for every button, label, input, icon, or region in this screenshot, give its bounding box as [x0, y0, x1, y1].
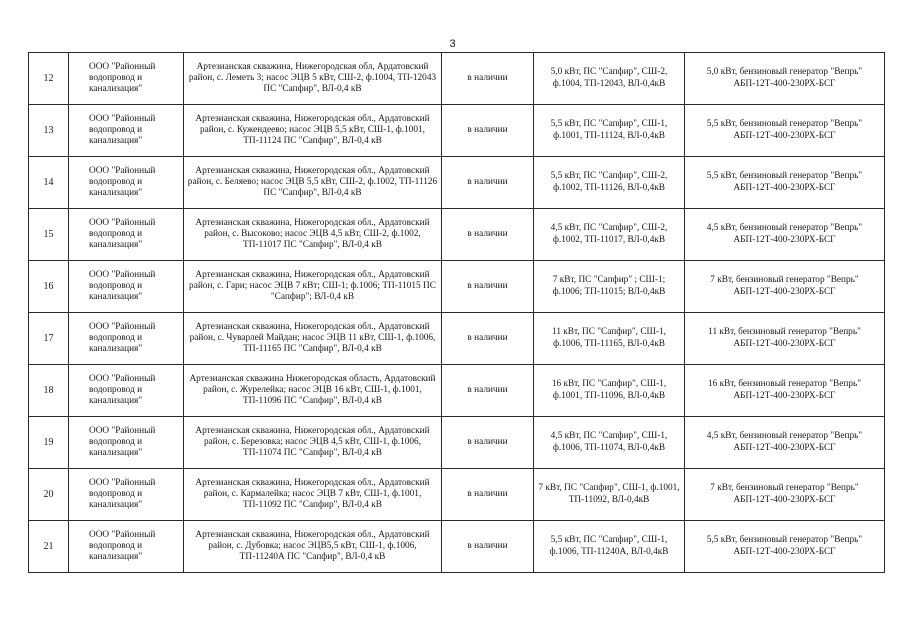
power-source-cell: 5,5 кВт, ПС "Сапфир", СШ-2, ф.1002, ТП-11126, ВЛ-0,4кВ — [534, 157, 685, 209]
power-source-cell: 5,5 кВт, ПС "Сапфир", СШ-1, ф.1006, ТП-11240А, ВЛ-0,4кВ — [534, 521, 685, 573]
row-number: 16 — [29, 261, 69, 313]
power-source-cell: 16 кВт, ПС "Сапфир", СШ-1, ф.1001, ТП-11096, ВЛ-0,4кВ — [534, 365, 685, 417]
object-description-cell: Артезианская скважина, Нижегородская обл., Ардатовский район, с. Кармалейка; насос ЭЦВ 7 кВт, СШ-1, ф.1001, ТП-11092 ПС "Сапфир", ВЛ-0,4 кВ — [184, 469, 442, 521]
table-row — [29, 365, 885, 417]
row-number: 12 — [29, 53, 69, 105]
table-row — [29, 261, 885, 313]
object-description-cell: Артезианская скважина, Нижегородская обл, Ардатовский район, с. Леметь 3; насос ЭЦВ 5 кВт, СШ-2, ф.1004, ТП-12043 ПС "Сапфир", ВЛ-0,4 кВ — [184, 53, 442, 105]
organization-cell: ООО "Районный водопровод и канализация" — [69, 521, 184, 573]
status-cell: в наличии — [442, 209, 534, 261]
generator-cell: 11 кВт, бензиновый генератор "Вепрь" АБП-12Т-400-230РХ-БСГ — [685, 313, 885, 365]
object-description-cell: Артезианская скважина, Нижегородская обл., Ардатовский район, с. Беляево; насос ЭЦВ 5,5 кВт, СШ-2, ф.1002, ТП-11126 ПС "Сапфир", ВЛ-0,4 кВ — [184, 157, 442, 209]
object-description-cell: Артезианская скважина, Нижегородская обл., Ардатовский район, с. Дубовка; насос ЭЦВ5,5 кВт, СШ-1, ф.1006, ТП-11240А ПС "Сапфир", ВЛ-0,4 кВ — [184, 521, 442, 573]
generator-cell: 4,5 кВт, бензиновый генератор "Вепрь" АБП-12Т-400-230РХ-БСГ — [685, 209, 885, 261]
organization-cell: ООО "Районный водопровод и канализация" — [69, 53, 184, 105]
table-row — [29, 105, 885, 157]
object-description-cell: Артезианская скважина, Нижегородская обл., Ардатовский район, с. Березовка; насос ЭЦВ 4,5 кВт, СШ-1, ф.1006, ТП-11074 ПС "Сапфир", ВЛ-0,4 кВ — [184, 417, 442, 469]
status-cell: в наличии — [442, 53, 534, 105]
power-source-cell: 11 кВт, ПС "Сапфир", СШ-1, ф.1006, ТП-11165, ВЛ-0,4кВ — [534, 313, 685, 365]
page-number: 3 — [449, 38, 456, 50]
status-cell: в наличии — [442, 157, 534, 209]
objects-table — [28, 52, 885, 573]
organization-cell: ООО "Районный водопровод и канализация" — [69, 261, 184, 313]
organization-cell: ООО "Районный водопровод и канализация" — [69, 469, 184, 521]
table-row — [29, 53, 885, 105]
row-number: 15 — [29, 209, 69, 261]
power-source-cell: 4,5 кВт, ПС "Сапфир", СШ-1, ф.1006, ТП-11074, ВЛ-0,4кВ — [534, 417, 685, 469]
generator-cell: 16 кВт, бензиновый генератор "Вепрь" АБП-12Т-400-230РХ-БСГ — [685, 365, 885, 417]
object-description-cell: Артезианская скважина, Нижегородская обл., Ардатовский район, с. Высоково; насос ЭЦВ 4,5 кВт, СШ-2, ф.1002, ТП-11017 ПС "Сапфир", ВЛ-0,4 кВ — [184, 209, 442, 261]
row-number: 18 — [29, 365, 69, 417]
object-description-cell: Артезианская скважина, Нижегородская обл., Ардатовский район, с. Чуварлей Майдан; насос ЭЦВ 11 кВт, СШ-1, ф.1006, ТП-11165 ПС "Сапфир", ВЛ-0,4 кВ — [184, 313, 442, 365]
power-source-cell: 7 кВт, ПС "Сапфир", СШ-1, ф.1001, ТП-11092, ВЛ-0,4кВ — [534, 469, 685, 521]
status-cell: в наличии — [442, 469, 534, 521]
table-body — [29, 53, 885, 573]
status-cell: в наличии — [442, 313, 534, 365]
object-description-cell: Артезианская скважина, Нижегородская обл., Ардатовский район, с. Гари; насос ЭЦВ 7 кВт; СШ-1; ф.1006; ТП-11015 ПС "Сапфир"; ВЛ-0,4 кВ — [184, 261, 442, 313]
status-cell: в наличии — [442, 365, 534, 417]
organization-cell: ООО "Районный водопровод и канализация" — [69, 417, 184, 469]
generator-cell: 4,5 кВт, бензиновый генератор "Вепрь" АБП-12Т-400-230РХ-БСГ — [685, 417, 885, 469]
generator-cell: 7 кВт, бензиновый генератор "Вепрь" АБП-12Т-400-230РХ-БСГ — [685, 469, 885, 521]
generator-cell: 5,5 кВт, бензиновый генератор "Вепрь" АБП-12Т-400-230РХ-БСГ — [685, 105, 885, 157]
row-number: 21 — [29, 521, 69, 573]
generator-cell: 5,5 кВт, бензиновый генератор "Вепрь" АБП-12Т-400-230РХ-БСГ — [685, 521, 885, 573]
organization-cell: ООО "Районный водопровод и канализация" — [69, 365, 184, 417]
power-source-cell: 4,5 кВт, ПС "Сапфир", СШ-2, ф.1002, ТП-11017, ВЛ-0,4кВ — [534, 209, 685, 261]
row-number: 17 — [29, 313, 69, 365]
generator-cell: 7 кВт, бензиновый генератор "Вепрь" АБП-12Т-400-230РХ-БСГ — [685, 261, 885, 313]
power-source-cell: 5,5 кВт, ПС "Сапфир", СШ-1, ф.1001, ТП-11124, ВЛ-0,4кВ — [534, 105, 685, 157]
organization-cell: ООО "Районный водопровод и канализация" — [69, 209, 184, 261]
row-number: 13 — [29, 105, 69, 157]
table-row — [29, 417, 885, 469]
object-description-cell: Артезианская скважина, Нижегородская обл., Ардатовский район, с. Кужендеево; насос ЭЦВ 5,5 кВт, СШ-1, ф.1001, ТП-11124 ПС "Сапфир", ВЛ-0,4 кВ — [184, 105, 442, 157]
table-row — [29, 469, 885, 521]
status-cell: в наличии — [442, 261, 534, 313]
table-row — [29, 157, 885, 209]
row-number: 14 — [29, 157, 69, 209]
table-row — [29, 521, 885, 573]
row-number: 20 — [29, 469, 69, 521]
row-number: 19 — [29, 417, 69, 469]
generator-cell: 5,5 кВт, бензиновый генератор "Вепрь" АБП-12Т-400-230РХ-БСГ — [685, 157, 885, 209]
power-source-cell: 5,0 кВт, ПС "Сапфир", СШ-2, ф.1004, ТП-12043, ВЛ-0,4кВ — [534, 53, 685, 105]
status-cell: в наличии — [442, 521, 534, 573]
generator-cell: 5,0 кВт, бензиновый генератор "Вепрь" АБП-12Т-400-230РХ-БСГ — [685, 53, 885, 105]
status-cell: в наличии — [442, 105, 534, 157]
object-description-cell: Артезианская скважина Нижегородская область, Ардатовский район, с. Журелейка; насос ЭЦВ 16 кВт, СШ-1, ф.1001, ТП-11096 ПС "Сапфир", ВЛ-0,4 кВ — [184, 365, 442, 417]
power-source-cell: 7 кВт, ПС "Сапфир" ; СШ-1; ф.1006; ТП-11015; ВЛ-0,4кВ — [534, 261, 685, 313]
table-row — [29, 209, 885, 261]
status-cell: в наличии — [442, 417, 534, 469]
organization-cell: ООО "Районный водопровод и канализация" — [69, 157, 184, 209]
organization-cell: ООО "Районный водопровод и канализация" — [69, 105, 184, 157]
table-row — [29, 313, 885, 365]
organization-cell: ООО "Районный водопровод и канализация" — [69, 313, 184, 365]
